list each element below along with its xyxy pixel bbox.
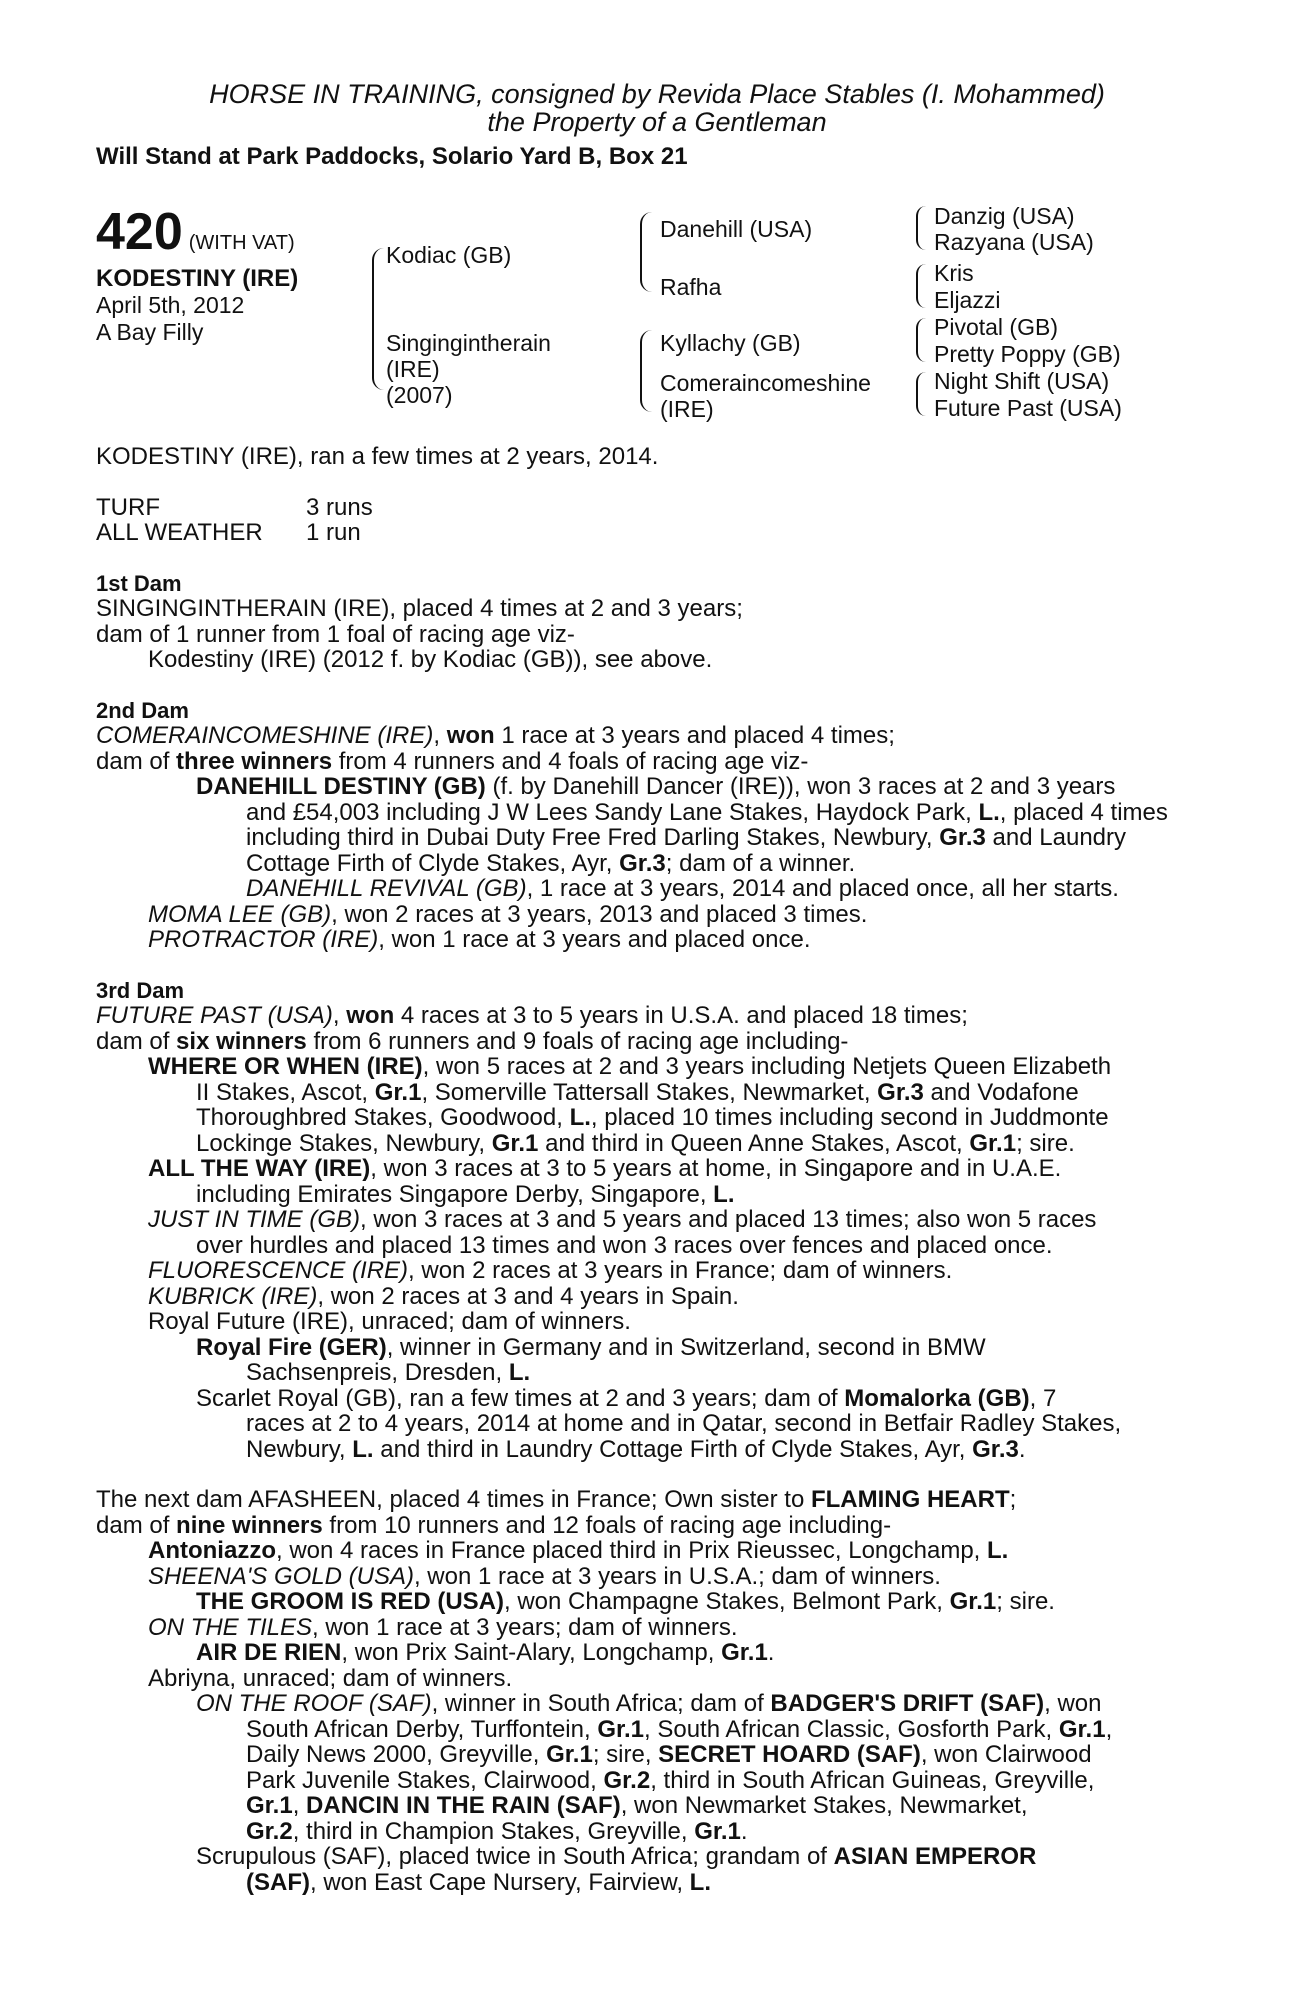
on-the-roof-line5: Gr.1, DANCIN IN THE RAIN (SAF), won Newmarket Stakes, Newmarket, xyxy=(246,1792,1028,1819)
scrupulous-line2: (SAF), won East Cape Nursery, Fairview, L. xyxy=(246,1868,711,1896)
on-the-roof-line3: Daily News 2000, Greyville, Gr.1; sire, SECRET HOARD (SAF), won Clairwood xyxy=(246,1741,1092,1768)
next-dam-line: The next dam AFASHEEN, placed 4 times in France; Own sister to FLAMING HEART; xyxy=(96,1486,1017,1513)
first-dam-heading: 1st Dam xyxy=(96,570,182,596)
danehill-destiny-line2: and £54,003 including J W Lees Sandy Lane Stakes, Haydock Park, L., placed 4 times xyxy=(246,798,1168,826)
just-in-time-line1: JUST IN TIME (GB), won 3 races at 3 and 5 years and placed 13 times; also won 5 races xyxy=(148,1206,1097,1233)
third-dam-heading: 3rd Dam xyxy=(96,977,185,1003)
pedigree-ddd: Future Past (USA) xyxy=(934,395,1122,421)
where-or-when-line1: WHERE OR WHEN (IRE), won 5 races at 2 and 3 years including Netjets Queen Elizabeth xyxy=(148,1053,1112,1080)
horse-description: A Bay Filly xyxy=(96,318,204,345)
all-the-way-line2: including Emirates Singapore Derby, Singapore, L. xyxy=(196,1180,735,1208)
vat-note: (WITH VAT) xyxy=(188,232,295,254)
danehill-destiny-line1: DANEHILL DESTINY (GB) (f. by Danehill Dancer (IRE)), won 3 races at 2 and 3 years xyxy=(196,773,1116,800)
pedigree-sire-dam: Rafha xyxy=(660,274,722,300)
lot-number: 420 xyxy=(96,203,183,261)
stat-row-turf: TURF 3 runs xyxy=(96,493,373,521)
scrupulous-line1: Scrupulous (SAF), placed twice in South Africa; grandam of ASIAN EMPEROR xyxy=(196,1843,1037,1870)
pedigree-dam-line3: (2007) xyxy=(386,382,453,408)
first-dam-line: SINGINGINTHERAIN (IRE), placed 4 times at 2 and 3 years; xyxy=(96,595,743,622)
on-the-roof-line6: Gr.2, third in Champion Stakes, Greyville, Gr.1. xyxy=(246,1817,748,1845)
horse-name: KODESTINY (IRE) xyxy=(96,265,299,292)
pedigree-sss: Danzig (USA) xyxy=(934,203,1075,229)
moma-lee: MOMA LEE (GB), won 2 races at 3 years, 2013 and placed 3 times. xyxy=(148,900,868,928)
royal-future: Royal Future (IRE), unraced; dam of winners. xyxy=(148,1308,631,1335)
scarlet-royal-line1: Scarlet Royal (GB), ran a few times at 2 and 3 years; dam of Momalorka (GB), 7 xyxy=(196,1384,1057,1412)
protractor: PROTRACTOR (IRE), won 1 race at 3 years and placed once. xyxy=(148,926,811,953)
second-dam-produce: dam of three winners from 4 runners and 4 foals of racing age viz- xyxy=(96,747,809,775)
just-in-time-line2: over hurdles and placed 13 times and won 3 races over fences and placed once. xyxy=(196,1231,1053,1259)
air-de-rien: AIR DE RIEN, won Prix Saint-Alary, Longchamp, Gr.1. xyxy=(196,1639,775,1666)
where-or-when-line3: Thoroughbred Stakes, Goodwood, L., placed 10 times including second in Juddmonte xyxy=(196,1104,1109,1131)
danehill-destiny-line3: including third in Dubai Duty Free Fred Darling Stakes, Newbury, Gr.3 and Laundry xyxy=(246,824,1126,851)
pedigree-sds: Kris xyxy=(934,260,974,286)
third-dam-line: FUTURE PAST (USA), won 4 races at 3 to 5 years in U.S.A. and placed 18 times; xyxy=(96,1002,968,1029)
catalogue-header xyxy=(0,79,1314,170)
brace-ds xyxy=(916,318,926,362)
scarlet-royal-line2: races at 2 to 4 years, 2014 at home and in Qatar, second in Betfair Radley Stakes, xyxy=(246,1410,1122,1437)
sheenas-gold: SHEENA'S GOLD (USA), won 1 race at 3 years in U.S.A.; dam of winners. xyxy=(148,1562,941,1590)
sire-dam-brace xyxy=(372,248,384,390)
brace-dd xyxy=(916,372,926,416)
danehill-destiny-line4: Cottage Firth of Clyde Stakes, Ayr, Gr.3; dam of a winner. xyxy=(246,849,856,877)
pedigree-dds: Night Shift (USA) xyxy=(934,368,1110,394)
second-dam-heading: 2nd Dam xyxy=(96,697,189,723)
on-the-roof-line4: Park Juvenile Stakes, Clairwood, Gr.2, third in South African Guineas, Greyville, xyxy=(246,1766,1095,1794)
stable-location: Will Stand at Park Paddocks, Solario Yard B, Box 21 xyxy=(96,143,688,170)
foaling-date: April 5th, 2012 xyxy=(96,291,245,318)
royal-fire-line1: Royal Fire (GER), winner in Germany and in Switzerland, second in BMW xyxy=(196,1333,986,1361)
lot-info xyxy=(96,203,299,346)
where-or-when-line2: II Stakes, Ascot, Gr.1, Somerville Tattersall Stakes, Newmarket, Gr.3 and Vodafone xyxy=(196,1078,1079,1106)
consignor-line: HORSE IN TRAINING, consigned by Revida Place Stables (I. Mohammed) xyxy=(209,79,1105,109)
first-dam-foal: Kodestiny (IRE) (2012 f. by Kodiac (GB)), see above. xyxy=(148,646,713,673)
danehill-revival: DANEHILL REVIVAL (GB), 1 race at 3 years, 2014 and placed once, all her starts. xyxy=(246,875,1119,902)
scarlet-royal-line3: Newbury, L. and third in Laundry Cottage Firth of Clyde Stakes, Ayr, Gr.3. xyxy=(246,1435,1026,1463)
race-summary: KODESTINY (IRE), ran a few times at 2 years, 2014. xyxy=(96,443,659,470)
on-the-tiles: ON THE TILES, won 1 race at 3 years; dam of winners. xyxy=(148,1613,738,1641)
pedigree-sire-sire: Danehill (USA) xyxy=(660,216,813,242)
kubrick: KUBRICK (IRE), won 2 races at 3 and 4 years in Spain. xyxy=(148,1282,739,1310)
the-groom-is-red: THE GROOM IS RED (USA), won Champagne Stakes, Belmont Park, Gr.1; sire. xyxy=(196,1588,1055,1615)
next-dam-produce: dam of nine winners from 10 runners and 12 foals of racing age including- xyxy=(96,1511,892,1539)
pedigree-dam-dam-line1: Comeraincomeshine xyxy=(660,370,871,396)
second-dam-line: COMERAINCOMESHINE (IRE), won 1 race at 3 years and placed 4 times; xyxy=(96,722,895,749)
on-the-roof-line1: ON THE ROOF (SAF), winner in South Africa; dam of BADGER'S DRIFT (SAF), won xyxy=(196,1690,1102,1717)
pedigree-dam-dam-line2: (IRE) xyxy=(660,396,714,422)
all-the-way-line1: ALL THE WAY (IRE), won 3 races at 3 to 5 years at home, in Singapore and in U.A.E. xyxy=(148,1155,1062,1182)
pedigree-sdd: Eljazzi xyxy=(934,287,1001,313)
abriyna: Abriyna, unraced; dam of winners. xyxy=(148,1664,513,1692)
fluorescence: FLUORESCENCE (IRE), won 2 races at 3 years in France; dam of winners. xyxy=(148,1257,953,1284)
pedigree-dsd: Pretty Poppy (GB) xyxy=(934,341,1121,367)
sire-parents-brace xyxy=(640,212,652,292)
on-the-roof-line2: South African Derby, Turffontein, Gr.1, South African Classic, Gosforth Park, Gr.1, xyxy=(246,1715,1113,1743)
dam-parents-brace xyxy=(640,330,652,412)
pedigree-ssd: Razyana (USA) xyxy=(934,229,1094,255)
pedigree-dam-sire: Kyllachy (GB) xyxy=(660,330,801,356)
first-dam-produce: dam of 1 runner from 1 foal of racing age viz- xyxy=(96,620,575,648)
pedigree-dam-line1: Singingintherain xyxy=(386,330,551,356)
antoniazzo: Antoniazzo, won 4 races in France placed third in Prix Rieussec, Longchamp, L. xyxy=(148,1537,1009,1564)
pedigree-dss: Pivotal (GB) xyxy=(934,314,1058,340)
royal-fire-line2: Sachsenpreis, Dresden, L. xyxy=(246,1359,531,1386)
brace-sd xyxy=(916,264,926,308)
stat-row-all-weather: ALL WEATHER 1 run xyxy=(96,519,361,546)
where-or-when-line4: Lockinge Stakes, Newbury, Gr.1 and third in Queen Anne Stakes, Ascot, Gr.1; sire. xyxy=(196,1129,1075,1157)
property-line: the Property of a Gentleman xyxy=(487,107,827,137)
third-dam-produce: dam of six winners from 6 runners and 9 foals of racing age including- xyxy=(96,1027,849,1055)
pedigree-sire: Kodiac (GB) xyxy=(386,242,512,268)
catalogue-body xyxy=(96,444,1206,1895)
brace-ss xyxy=(916,206,926,250)
pedigree-dam-line2: (IRE) xyxy=(386,356,440,382)
